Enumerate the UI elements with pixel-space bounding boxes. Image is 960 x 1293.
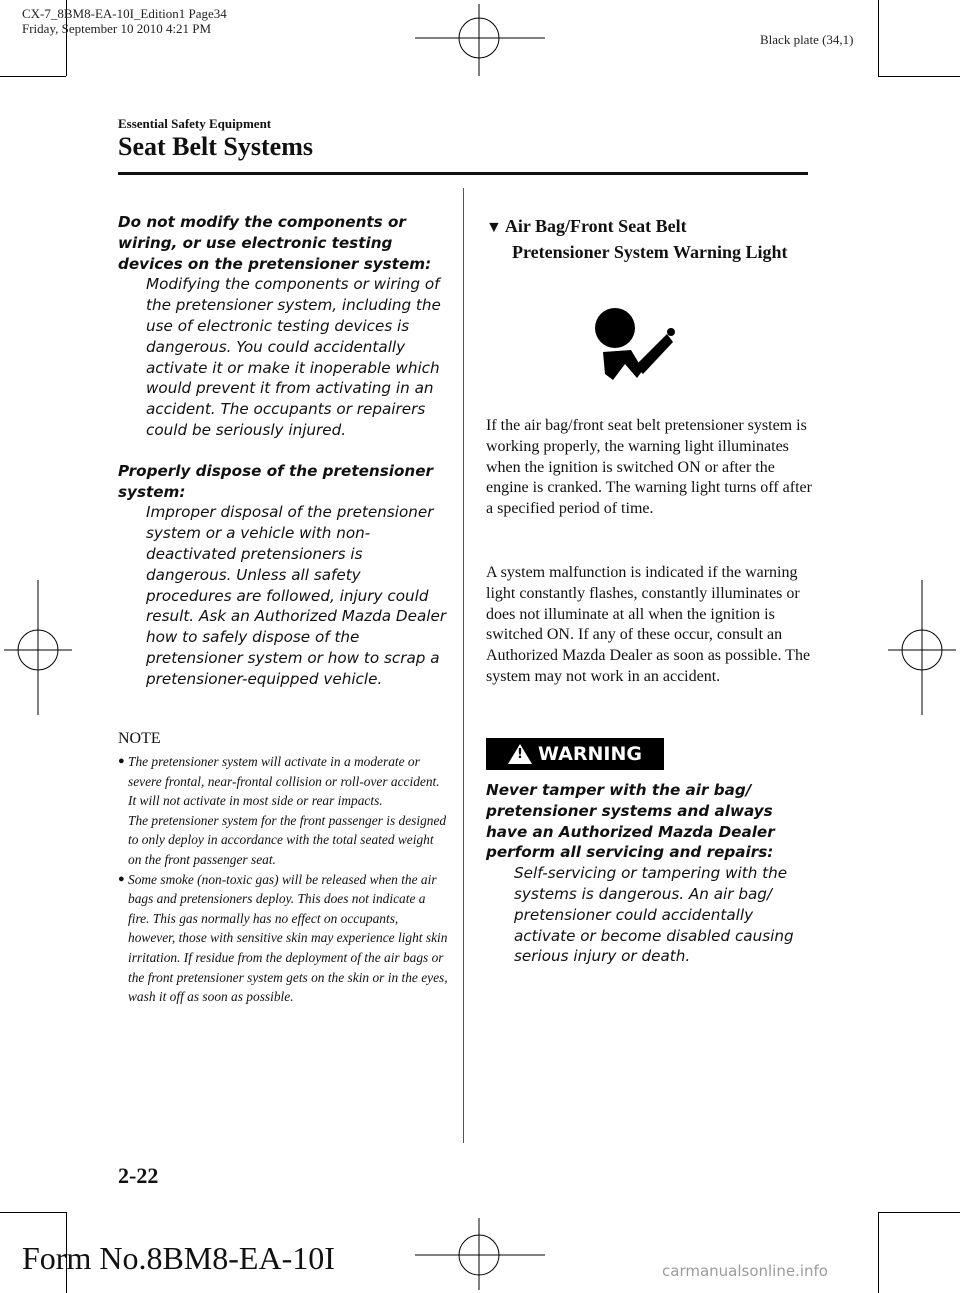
note-text: The pretensioner system will activate in a moderate or severe frontal, near-frontal collision or roll-over accident. It will not activate in most side or rear impacts. bbox=[128, 754, 440, 809]
warning2-heading: Properly dispose of the pretensioner system: bbox=[118, 461, 433, 501]
note-list bbox=[118, 752, 448, 1007]
page-number: 2-22 bbox=[118, 1163, 159, 1188]
note-label: NOTE bbox=[118, 730, 161, 747]
note-item bbox=[118, 870, 448, 1007]
warning1-heading: Do not modify the components or wiring, or use electronic testing devices on the pretensioner system: bbox=[118, 213, 432, 273]
title-rule bbox=[118, 172, 808, 175]
left-warning-block bbox=[118, 212, 448, 690]
heading-line2: Pretensioner System Warning Light bbox=[512, 242, 788, 262]
warning-badge bbox=[486, 738, 664, 770]
warning-triangle-icon: ! bbox=[508, 744, 532, 764]
warning-badge-label: WARNING bbox=[538, 743, 642, 765]
print-meta-line1: CX-7_8BM8-EA-10I_Edition1 Page34 bbox=[22, 6, 227, 21]
warning3-heading: Never tamper with the air bag/ pretensioner systems and always have an Authorized Mazda Dealer perform all servicing and repairs: bbox=[486, 781, 775, 862]
paragraph-2: A system malfunction is indicated if the warning light constantly flashes, constantly illuminates or does not illuminate at all when the ignition is switched ON. If any of these occur, consult an Authorized Mazda Dealer as soon as possible. The system may not work in an accident. bbox=[486, 564, 811, 685]
note-item bbox=[118, 752, 448, 870]
note-text: Some smoke (non-toxic gas) will be released when the air bags and pretensioners deploy. This does not indicate a fire. This gas normally has no effect on occupants, however, those with sensitive skin may experience light skin irritation. If residue from the deployment of the air bags or the front pretensioner system gets on the skin or in the eyes, wash it off as soon as possible. bbox=[128, 871, 448, 1005]
airbag-warning-light-icon bbox=[585, 300, 695, 390]
triangle-down-icon: ▼ bbox=[486, 219, 502, 236]
bullet-icon: ● bbox=[118, 755, 125, 767]
warning1-body: Modifying the components or wiring of the pretensioner system, including the use of electronic testing devices is dangerous. You could accidentally activate it or make it inoperable which would prevent it from activating in an accident. The occupants or repairers could be seriously injured. bbox=[146, 275, 441, 439]
note-subtext: The pretensioner system for the front passenger is designed to only deploy in accordance with the total seated weight on the front passenger seat. bbox=[128, 812, 447, 867]
heading-line1: Air Bag/Front Seat Belt bbox=[504, 216, 687, 236]
section-label: Essential Safety Equipment bbox=[118, 116, 272, 131]
paragraph-1: If the air bag/front seat belt pretensioner system is working properly, the warning light illuminates when the ignition is switched ON or after the engine is cranked. The warning light turns off after a specified period of time. bbox=[486, 417, 812, 518]
print-meta-line2: Friday, September 10 2010 4:21 PM bbox=[22, 21, 212, 36]
page-title: Seat Belt Systems bbox=[118, 132, 313, 161]
column-divider bbox=[463, 188, 464, 1143]
form-number: Form No.8BM8-EA-10I bbox=[22, 1240, 335, 1276]
plate-label: Black plate (34,1) bbox=[760, 32, 854, 47]
bullet-icon: ● bbox=[118, 872, 125, 885]
print-metadata bbox=[22, 6, 227, 36]
warning3-body: Self-servicing or tampering with the systems is dangerous. An air bag/ pretensioner could accidentally activate or become disabled causing serious injury or death. bbox=[514, 864, 794, 966]
subsection-heading bbox=[486, 214, 816, 264]
warning2-body: Improper disposal of the pretensioner system or a vehicle with non-deactivated pretensioners is dangerous. Unless all safety procedures are followed, injury could result. Ask an Authorized Mazda Dealer how to safely dispose of the pretensioner system or how to scrap a pretensioner-equipped vehicle. bbox=[146, 503, 447, 688]
right-warning-block bbox=[486, 780, 816, 967]
watermark: carmanualsonline.info bbox=[662, 1262, 828, 1280]
